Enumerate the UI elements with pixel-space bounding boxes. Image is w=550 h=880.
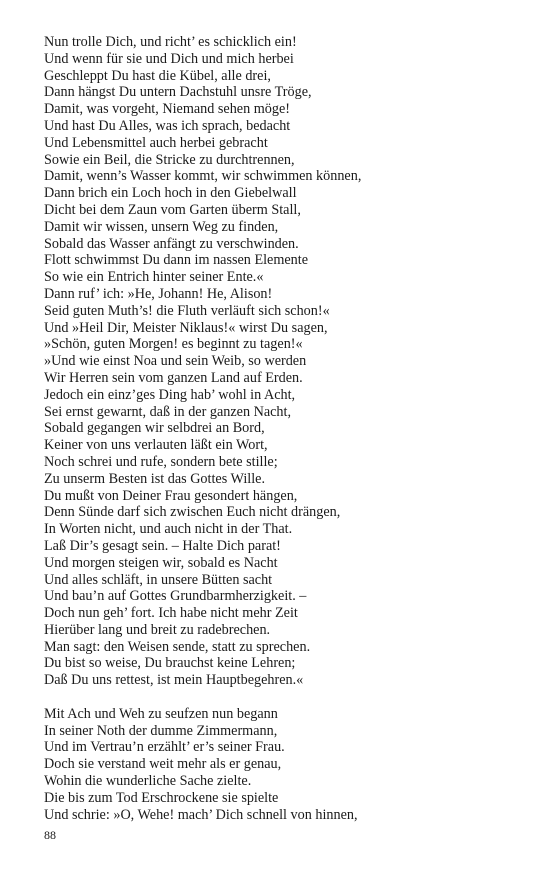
page-number: 88 [44, 828, 56, 842]
stanza [44, 706, 514, 824]
poem-text [44, 34, 514, 823]
verse-line: Und im Vertrau’n erzählt’ er’s seiner Frau. [44, 739, 285, 756]
verse-line: Dann brich ein Loch hoch in den Giebelwall [44, 185, 297, 202]
verse-line: Laß Dir’s gesagt sein. – Halte Dich parat! [44, 537, 281, 554]
verse-line: Geschleppt Du hast die Kübel, alle drei, [44, 67, 271, 84]
verse-line: Die bis zum Tod Erschrockene sie spielte [44, 789, 279, 806]
verse-line: Wir Herren sein vom ganzen Land auf Erden. [44, 369, 303, 386]
verse-line: Noch schrei und rufe, sondern bete stille; [44, 453, 278, 470]
verse-line: Hierüber lang und breit zu radebrechen. [44, 621, 271, 638]
verse-line: Damit, was vorgeht, Niemand sehen möge! [44, 101, 290, 118]
verse-line: Und wenn für sie und Dich und mich herbei [44, 50, 294, 67]
verse-line: Denn Sünde darf sich zwischen Euch nicht drängen, [44, 504, 341, 521]
verse-line: Flott schwimmst Du dann im nassen Elemente [44, 252, 309, 269]
verse-line: Damit, wenn’s Wasser kommt, wir schwimmen können, [44, 168, 362, 185]
verse-line: Und schrie: »O, Wehe! mach’ Dich schnell von hinnen, [44, 806, 358, 823]
verse-line: Dann hängst Du untern Dachstuhl unsre Tröge, [44, 84, 312, 101]
verse-line: Daß Du uns rettest, ist mein Hauptbegehren.« [44, 672, 304, 689]
verse-line: Keiner von uns verlauten läßt ein Wort, [44, 437, 268, 454]
verse-line: Und bau’n auf Gottes Grundbarmherzigkeit. – [44, 588, 307, 605]
verse-line: Und alles schläft, in unsere Bütten sacht [44, 571, 273, 588]
verse-line: Mit Ach und Weh zu seufzen nun begann [44, 705, 278, 722]
verse-line: Wohin die wunderliche Sache zielte. [44, 773, 252, 790]
verse-line: Du bist so weise, Du brauchst keine Lehren; [44, 655, 296, 672]
verse-line: Sowie ein Beil, die Stricke zu durchtrennen, [44, 151, 295, 168]
verse-line: Dicht bei dem Zaun vom Garten überm Stall, [44, 201, 301, 218]
verse-line: Jedoch ein einz’ges Ding hab’ wohl in Acht, [44, 386, 296, 403]
verse-line: Doch nun geh’ fort. Ich habe nicht mehr Zeit [44, 605, 298, 622]
verse-line: Du mußt von Deiner Frau gesondert hängen, [44, 487, 298, 504]
verse-line: In Worten nicht, und auch nicht in der That. [44, 521, 293, 538]
verse-line: Nun trolle Dich, und richt’ es schicklich ein! [44, 34, 297, 50]
verse-line: So wie ein Entrich hinter seiner Ente.« [44, 269, 264, 286]
verse-line: »Und wie einst Noa und sein Weib, so werden [44, 353, 307, 370]
verse-line: Seid guten Muth’s! die Fluth verläuft sich schon!« [44, 302, 330, 319]
verse-line: In seiner Noth der dumme Zimmermann, [44, 722, 278, 739]
verse-line: Und morgen steigen wir, sobald es Nacht [44, 554, 278, 571]
verse-line: Man sagt: den Weisen sende, statt zu sprechen. [44, 638, 311, 655]
verse-line: Sei ernst gewarnt, daß in der ganzen Nacht, [44, 403, 292, 420]
verse-line: Und Lebensmittel auch herbei gebracht [44, 134, 268, 151]
verse-line: Und hast Du Alles, was ich sprach, bedacht [44, 117, 291, 134]
verse-line: Damit wir wissen, unsern Weg zu finden, [44, 218, 279, 235]
verse-line: Zu unserm Besten ist das Gottes Wille. [44, 470, 266, 487]
verse-line: Dann ruf’ ich: »He, Johann! He, Alison! [44, 285, 273, 302]
verse-line: Sobald das Wasser anfängt zu verschwinden. [44, 235, 299, 252]
verse-line: Und »Heil Dir, Meister Niklaus!« wirst Du sagen, [44, 319, 328, 336]
stanza [44, 34, 514, 689]
verse-line: Doch sie verstand weit mehr als er genau, [44, 756, 282, 773]
verse-line: »Schön, guten Morgen! es beginnt zu tagen!« [44, 336, 303, 353]
verse-line: Sobald gegangen wir selbdrei an Bord, [44, 420, 265, 437]
